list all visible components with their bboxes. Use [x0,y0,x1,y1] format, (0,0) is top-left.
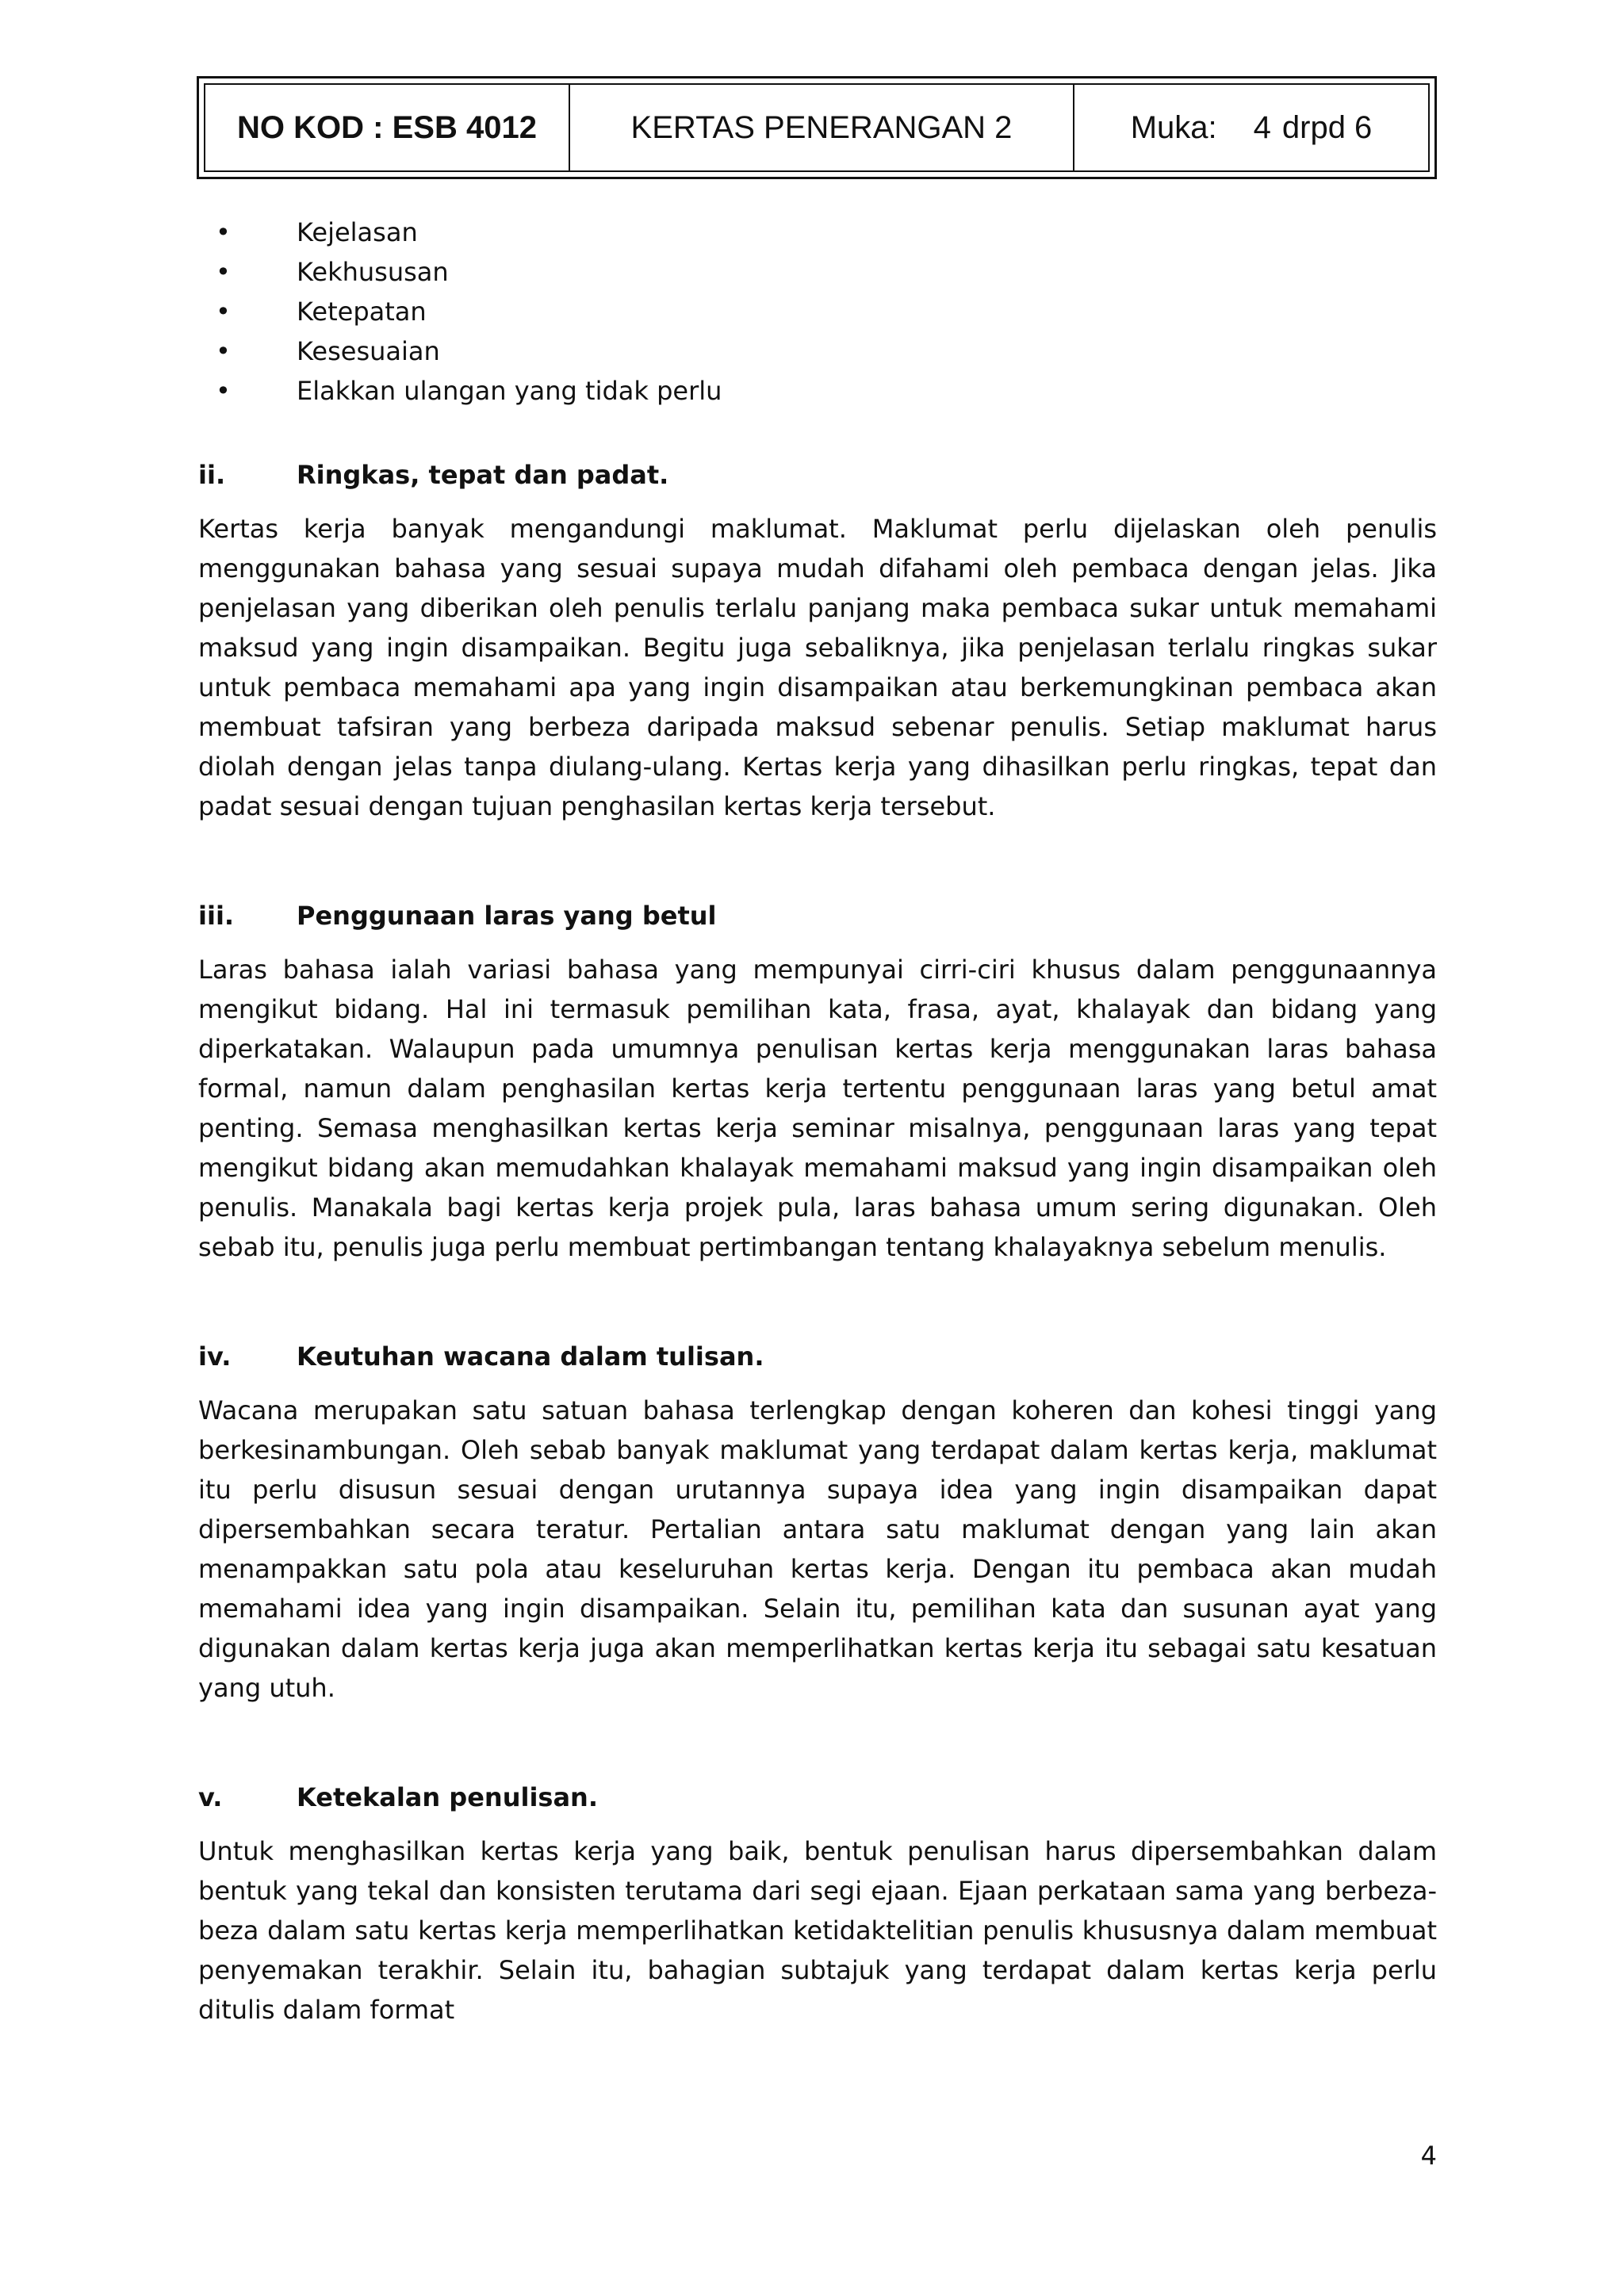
bullet-icon: • [216,336,231,366]
header-row [204,83,1430,172]
section-number: iv. [198,1341,232,1372]
section-heading [198,896,1437,936]
page-info [1074,85,1428,170]
bullet-icon: • [216,376,231,406]
page-label: Muka: [1130,109,1217,145]
bullet-list [198,212,1437,411]
bullet-icon: • [216,217,231,247]
section-number: v. [198,1782,223,1812]
section-number: ii. [198,460,226,490]
bullet-icon: • [216,257,231,287]
course-code: NO KOD : ESB 4012 [205,85,570,170]
section-title: Penggunaan laras yang betul [297,901,717,931]
list-item: • Kesesuaian [198,331,1437,371]
list-item: • Kejelasan [198,212,1437,252]
section-paragraph: Wacana merupakan satu satuan bahasa terlengkap dengan koheren dan kohesi tinggi yang berkesinambungan. Oleh sebab banyak maklumat yang terdapat dalam kertas kerja, maklumat itu perlu disusun sesuai dengan urutannya supaya idea yang ingin disampaikan dapat dipersembahkan secara teratur. Pertalian antara satu maklumat dengan yang lain akan menampakkan satu pola atau keseluruhan kertas kerja. Dengan itu pembaca akan mudah memahami idea yang ingin disampaikan. Selain itu, pemilihan kata dan susunan ayat yang digunakan dalam kertas kerja juga akan memperlihatkan kertas kerja itu sebagai satu kesatuan yang utuh. [198,1395,1437,1703]
list-item: • Kekhususan [198,252,1437,292]
section-heading [198,1777,1437,1817]
document-title: KERTAS PENERANGAN 2 [570,85,1074,170]
page-number: 4 [1420,2141,1437,2171]
list-item: • Ketepatan [198,292,1437,331]
body-text [198,212,1437,2030]
section-paragraph: Kertas kerja banyak mengandungi maklumat. Maklumat perlu dijelaskan oleh penulis menggunakan bahasa yang sesuai supaya mudah difahami oleh pembaca dengan jelas. Jika penjelasan yang diberikan oleh penulis terlalu panjang maka pembaca sukar untuk memahami maksud yang ingin disampaikan. Begitu juga sebaliknya, jika penjelasan terlalu ringkas sukar untuk pembaca memahami apa yang ingin disampaikan atau berkemungkinan pembaca akan membuat tafsiran yang berbeza daripada maksud sebenar penulis. Setiap maklumat harus diolah dengan jelas tanpa diulang-ulang. Kertas kerja yang dihasilkan perlu ringkas, tepat dan padat sesuai dengan tujuan penghasilan kertas kerja tersebut. [198,514,1437,821]
section-paragraph: Laras bahasa ialah variasi bahasa yang mempunyai cirri-ciri khusus dalam penggunaannya mengikut bidang. Hal ini termasuk pemilihan kata, frasa, ayat, khalayak dan bidang yang diperkatakan. Walaupun pada umumnya penulisan kertas kerja menggunakan laras bahasa formal, namun dalam penghasilan kertas kerja tertentu penggunaan laras yang betul amat penting. Semasa menghasilkan kertas kerja seminar misalnya, penggunaan laras yang tepat mengikut bidang akan memudahkan khalayak memahami maksud yang ingin disampaikan oleh penulis. Manakala bagi kertas kerja projek pula, laras bahasa umum sering digunakan. Oleh sebab itu, penulis juga perlu membuat pertimbangan tentang khalayaknya sebelum menulis. [198,955,1437,1262]
bullet-icon: • [216,297,231,327]
page-current: 4 [1253,109,1271,145]
section-paragraph: Untuk menghasilkan kertas kerja yang baik, bentuk penulisan harus dipersembahkan dalam bentuk yang tekal dan konsisten terutama dari segi ejaan. Ejaan perkataan sama yang berbeza-beza dalam satu kertas kerja memperlihatkan ketidaktelitian penulis khususnya dalam membuat penyemakan terakhir. Selain itu, bahagian subtajuk yang terdapat dalam kertas kerja perlu ditulis dalam format [198,1836,1437,2025]
list-item: • Elakkan ulangan yang tidak perlu [198,371,1437,411]
section-title: Ringkas, tepat dan padat. [297,460,669,490]
page-total: drpd 6 [1281,109,1373,145]
section-title: Keutuhan wacana dalam tulisan. [297,1341,764,1372]
section-heading [198,455,1437,495]
section-heading [198,1337,1437,1376]
section-title: Ketekalan penulisan. [297,1782,598,1812]
section-number: iii. [198,901,235,931]
header-table [197,76,1437,179]
